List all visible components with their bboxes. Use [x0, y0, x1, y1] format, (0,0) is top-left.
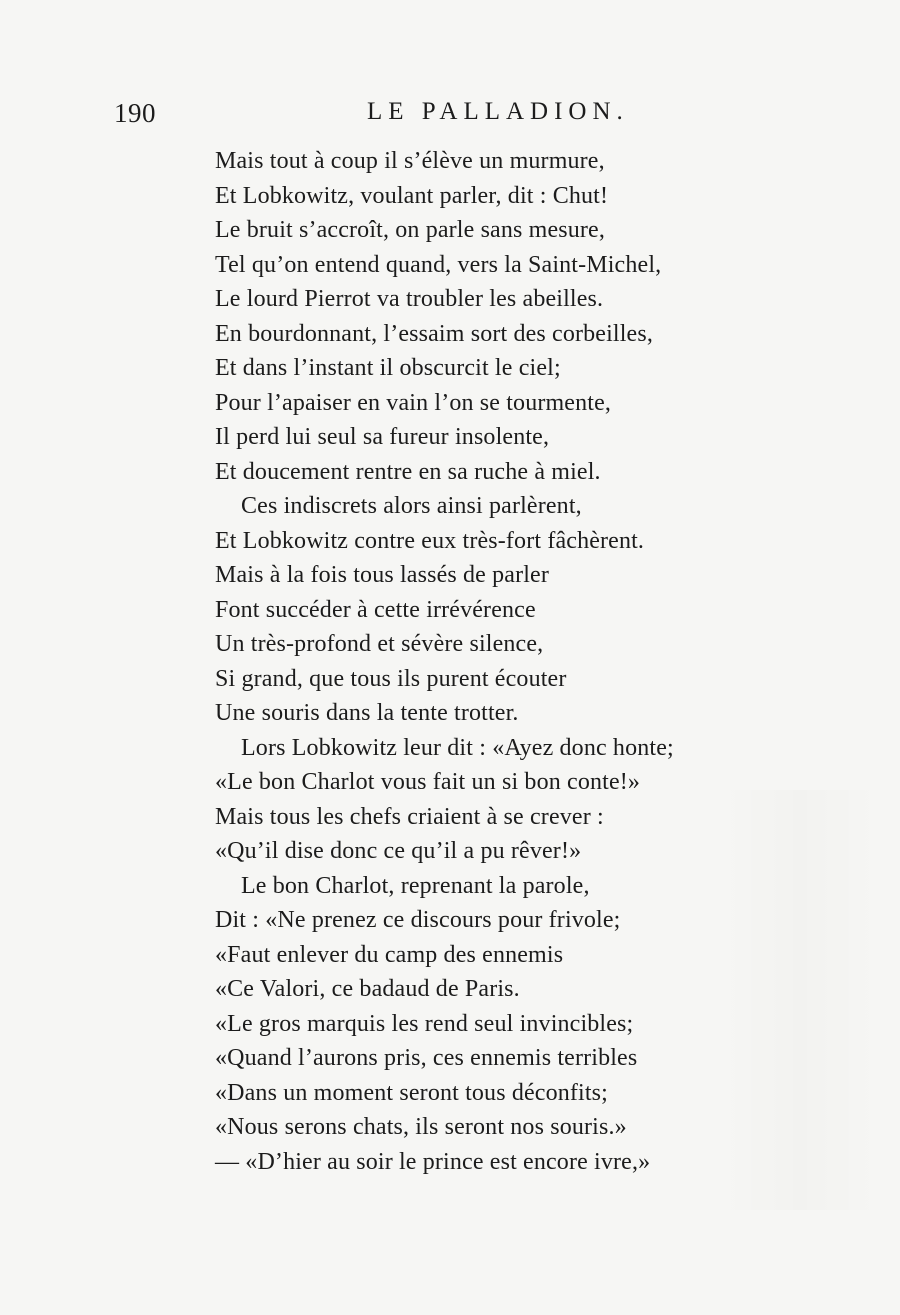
- verse-line: — «D’hier au soir le prince est encore ivre,»: [215, 1148, 651, 1175]
- verse-line: Dit : «Ne prenez ce discours pour frivole;: [215, 907, 621, 933]
- verse-line: «Dans un moment seront tous déconfits;: [215, 1079, 608, 1106]
- verse-line: Il perd lui seul sa fureur insolente,: [215, 424, 550, 450]
- verse-line: Mais tout à coup il s’élève un murmure,: [215, 148, 605, 174]
- verse-line: Font succéder à cette irrévérence: [215, 596, 536, 623]
- verse-line: Mais à la fois tous lassés de parler: [215, 562, 549, 588]
- verse-line: Ces indiscrets alors ainsi parlèrent,: [241, 493, 582, 519]
- verse-line: Le bon Charlot, reprenant la parole,: [241, 872, 590, 899]
- running-title: LE PALLADION.: [367, 98, 629, 125]
- verse-line: Pour l’apaiser en vain l’on se tourmente,: [215, 389, 612, 416]
- verse-line: «Le gros marquis les rend seul invincibles;: [215, 1010, 634, 1037]
- verse-line: Le lourd Pierrot va troubler les abeilles.: [215, 286, 604, 312]
- verse-line: Lors Lobkowitz leur dit : «Ayez donc honte;: [241, 734, 674, 761]
- verse-line: Et dans l’instant il obscurcit le ciel;: [215, 355, 561, 381]
- verse-line: Si grand, que tous ils purent écouter: [215, 665, 567, 692]
- verse-line: Et Lobkowitz, voulant parler, dit : Chut!: [215, 182, 609, 209]
- verse-line: Un très-profond et sévère silence,: [215, 631, 544, 657]
- verse-line: «Qu’il dise donc ce qu’il a pu rêver!»: [215, 838, 582, 864]
- verse-line: Et doucement rentre en sa ruche à miel.: [215, 458, 601, 485]
- verse-line: Le bruit s’accroît, on parle sans mesure,: [215, 217, 606, 243]
- verse-line: «Faut enlever du camp des ennemis: [215, 941, 564, 968]
- verse-line: Et Lobkowitz contre eux très-fort fâchèrent.: [215, 527, 645, 554]
- page-number: 190: [114, 98, 156, 128]
- verse-line: «Ce Valori, ce badaud de Paris.: [215, 976, 520, 1002]
- verse-line: «Le bon Charlot vous fait un si bon conte!»: [215, 769, 641, 795]
- verse-line: Mais tous les chefs criaient à se crever :: [215, 803, 604, 830]
- verse-line: En bourdonnant, l’essaim sort des corbeilles,: [215, 320, 653, 347]
- verse-line: «Nous serons chats, ils seront nos souris.»: [215, 1114, 627, 1140]
- verse-line: Tel qu’on entend quand, vers la Saint-Michel,: [215, 251, 662, 278]
- verse-line: Une souris dans la tente trotter.: [215, 700, 519, 726]
- verse-line: «Quand l’aurons pris, ces ennemis terribles: [215, 1045, 638, 1071]
- poem-verses: [215, 144, 855, 1179]
